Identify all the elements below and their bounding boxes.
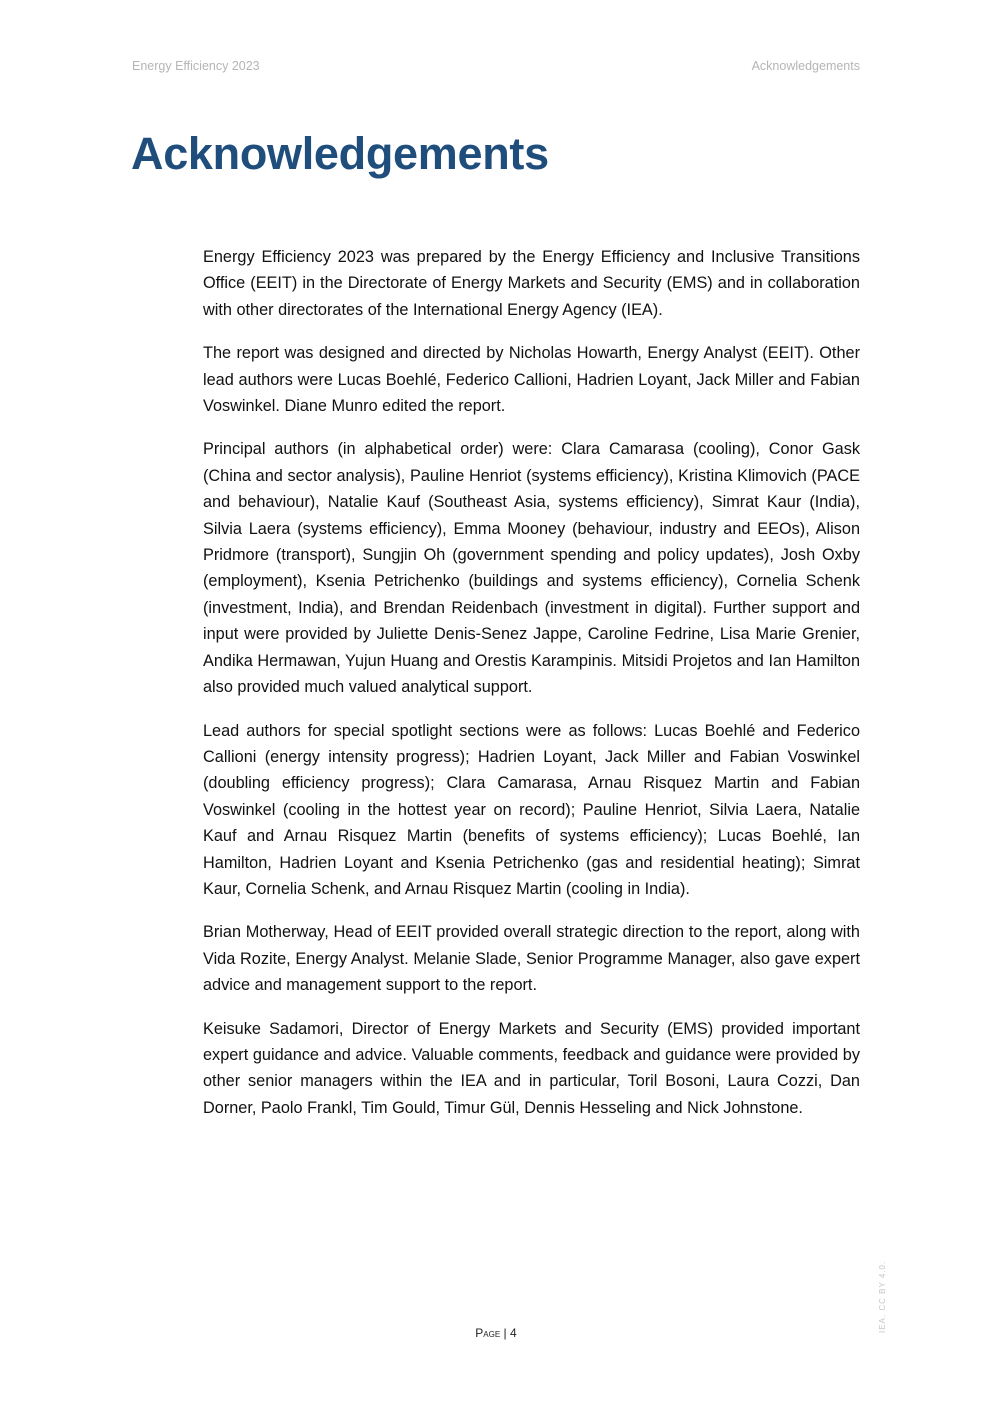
page-separator: |	[500, 1326, 510, 1340]
paragraph: The report was designed and directed by Nicholas Howarth, Energy Analyst (EEIT). Other lead authors were Lucas Boehlé, Federico Callioni, Hadrien Loyant, Jack Miller and Fabian Voswinkel. Diane Munro edited the report.	[203, 344, 860, 416]
page-number: 4	[510, 1326, 517, 1340]
paragraph: Energy Efficiency 2023 was prepared by the Energy Efficiency and Inclusive Transitions Office (EEIT) in the Directorate of Energy Markets and Security (EMS) and in collaboration with other directorates of the International Energy Agency (IEA).	[203, 248, 860, 319]
license-notice: IEA. CC BY 4.0.	[878, 1260, 887, 1333]
paragraph: Keisuke Sadamori, Director of Energy Markets and Security (EMS) provided important expert guidance and advice. Valuable comments, feedback and guidance were provided by other senior managers within the IEA and in particular, Toril Bosoni, Laura Cozzi, Dan Dorner, Paolo Frankl, Tim Gould, Timur Gül, Dennis Hesseling and Nick Johnstone.	[203, 1019, 860, 1117]
paragraph: Principal authors (in alphabetical order) were: Clara Camarasa (cooling), Conor Gask (China and sector analysis), Pauline Henriot (systems efficiency), Kristina Klimovich (PACE and behaviour), Natalie Kauf (Southeast Asia, systems efficiency), Simrat Kaur (India), Silvia Laera (systems efficiency), Emma Mooney (behaviour, industry and EEOs), Alison Pridmore (transport), Sungjin Oh (government spending and policy updates), Josh Oxby (employment), Ksenia Petrichenko (buildings and systems efficiency), Cornelia Schenk (investment, India), and Brendan Reidenbach (investment in digital). Further support and input were provided by Juliette Denis-Senez Jappe, Caroline Fedrine, Lisa Marie Grenier, Andika Hermawan, Yujun Huang and Orestis Karampinis. Mitsidi Projetos and Ian Hamilton also provided much valued analytical support.	[203, 440, 860, 697]
body-text	[203, 244, 860, 1138]
paragraph: Lead authors for special spotlight sections were as follows: Lucas Boehlé and Federico Callioni (energy intensity progress); Hadrien Loyant, Jack Miller and Fabian Voswinkel (doubling efficiency progress); Clara Camarasa, Arnau Risquez Martin and Fabian Voswinkel (cooling in the hottest year on record); Pauline Henriot, Silvia Laera, Natalie Kauf and Arnau Risquez Martin (benefits of systems efficiency); Lucas Boehlé, Ian Hamilton, Hadrien Loyant and Ksenia Petrichenko (gas and residential heating); Simrat Kaur, Cornelia Schenk, and Arnau Risquez Martin (cooling in India).	[203, 721, 860, 898]
page-title: Acknowledgements	[131, 128, 549, 179]
running-header-section-title: Acknowledgements	[751, 59, 860, 73]
paragraph: Brian Motherway, Head of EEIT provided overall strategic direction to the report, along with Vida Rozite, Energy Analyst. Melanie Slade, Senior Programme Manager, also gave expert advice and management support to the report.	[203, 923, 860, 995]
page-label: Page	[475, 1326, 501, 1340]
page-footer	[0, 1326, 992, 1340]
running-header-report-title: Energy Efficiency 2023	[132, 59, 260, 73]
